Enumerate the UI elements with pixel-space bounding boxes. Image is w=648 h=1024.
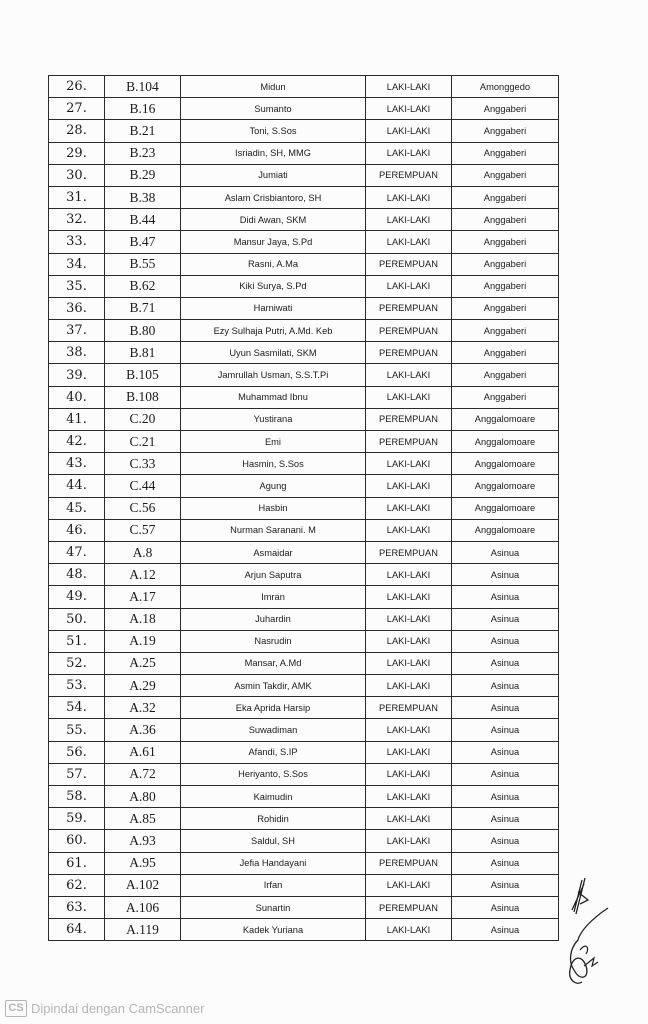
row-number: 59. [49,808,105,830]
participant-code: A.119 [105,919,181,941]
table-row [49,541,559,563]
participant-code: A.72 [105,763,181,785]
table-row [49,342,559,364]
participant-gender: PEREMPUAN [366,408,452,430]
participant-village: Anggalomoare [452,519,559,541]
participant-gender: PEREMPUAN [366,431,452,453]
participant-gender: PEREMPUAN [366,896,452,918]
participant-village: Asinua [452,652,559,674]
participant-gender: LAKI-LAKI [366,497,452,519]
participant-code: C.44 [105,475,181,497]
table-row [49,608,559,630]
participant-name: Arjun Saputra [181,564,366,586]
participant-village: Anggalomoare [452,475,559,497]
row-number: 58. [49,786,105,808]
participant-code: B.55 [105,253,181,275]
table-row [49,431,559,453]
participant-village: Asinua [452,786,559,808]
table-row [49,364,559,386]
camscanner-watermark [5,999,204,1017]
participant-village: Asinua [452,675,559,697]
participant-name: Irfan [181,874,366,896]
participant-gender: LAKI-LAKI [366,874,452,896]
participant-code: C.33 [105,453,181,475]
participant-gender: LAKI-LAKI [366,275,452,297]
participant-village: Asinua [452,541,559,563]
participant-gender: LAKI-LAKI [366,586,452,608]
table-row [49,98,559,120]
row-number: 30. [49,164,105,186]
table-row [49,719,559,741]
table-row [49,475,559,497]
participant-village: Asinua [452,697,559,719]
table-row [49,253,559,275]
participant-gender: LAKI-LAKI [366,475,452,497]
row-number: 61. [49,852,105,874]
participant-gender: LAKI-LAKI [366,719,452,741]
row-number: 42. [49,431,105,453]
participant-code: C.21 [105,431,181,453]
table-row [49,652,559,674]
table-row [49,186,559,208]
row-number: 56. [49,741,105,763]
participant-name: Aslam Crisbiantoro, SH [181,186,366,208]
row-number: 49. [49,586,105,608]
participant-gender: LAKI-LAKI [366,186,452,208]
table-row [49,453,559,475]
participant-gender: LAKI-LAKI [366,786,452,808]
participant-gender: PEREMPUAN [366,342,452,364]
participant-code: B.44 [105,209,181,231]
table-row [49,408,559,430]
participant-gender: PEREMPUAN [366,541,452,563]
participant-name: Rohidin [181,808,366,830]
participant-village: Anggaberi [452,98,559,120]
row-number: 40. [49,386,105,408]
participant-code: C.56 [105,497,181,519]
participant-name: Juhardin [181,608,366,630]
participant-village: Anggaberi [452,320,559,342]
participant-code: A.12 [105,564,181,586]
participant-village: Anggaberi [452,364,559,386]
participant-village: Asinua [452,874,559,896]
participant-name: Mansar, A.Md [181,652,366,674]
participant-code: C.20 [105,408,181,430]
participant-village: Anggaberi [452,275,559,297]
participant-gender: LAKI-LAKI [366,564,452,586]
participant-code: B.47 [105,231,181,253]
participant-gender: LAKI-LAKI [366,830,452,852]
participant-code: B.16 [105,98,181,120]
participant-table [48,75,559,941]
participant-code: A.102 [105,874,181,896]
participant-name: Didi Awan, SKM [181,209,366,231]
participant-village: Asinua [452,586,559,608]
participant-code: B.108 [105,386,181,408]
table-row [49,786,559,808]
participant-gender: LAKI-LAKI [366,209,452,231]
participant-code: A.32 [105,697,181,719]
row-number: 63. [49,896,105,918]
participant-code: A.106 [105,896,181,918]
participant-village: Asinua [452,919,559,941]
participant-name: Nasrudin [181,630,366,652]
row-number: 27. [49,98,105,120]
row-number: 45. [49,497,105,519]
row-number: 33. [49,231,105,253]
participant-name: Toni, S.Sos [181,120,366,142]
participant-name: Hasmin, S.Sos [181,453,366,475]
table-row [49,120,559,142]
participant-code: A.80 [105,786,181,808]
table-row [49,497,559,519]
row-number: 41. [49,408,105,430]
participant-gender: LAKI-LAKI [366,652,452,674]
table-row [49,874,559,896]
participant-gender: PEREMPUAN [366,320,452,342]
participant-code: B.80 [105,320,181,342]
participant-code: A.8 [105,541,181,563]
participant-village: Anggaberi [452,231,559,253]
participant-gender: LAKI-LAKI [366,453,452,475]
participant-name: Suwadiman [181,719,366,741]
participant-name: Hasbin [181,497,366,519]
participant-name: Kadek Yuriana [181,919,366,941]
participant-village: Asinua [452,808,559,830]
participant-code: A.95 [105,852,181,874]
participant-name: Isriadin, SH, MMG [181,142,366,164]
participant-village: Anggaberi [452,186,559,208]
row-number: 26. [49,76,105,98]
participant-gender: LAKI-LAKI [366,919,452,941]
row-number: 39. [49,364,105,386]
participant-village: Asinua [452,630,559,652]
participant-code: A.29 [105,675,181,697]
row-number: 50. [49,608,105,630]
participant-name: Imran [181,586,366,608]
table-row [49,275,559,297]
participant-village: Asinua [452,852,559,874]
table-row [49,763,559,785]
participant-gender: LAKI-LAKI [366,675,452,697]
participant-gender: LAKI-LAKI [366,741,452,763]
participant-gender: LAKI-LAKI [366,231,452,253]
participant-name: Agung [181,475,366,497]
participant-village: Asinua [452,741,559,763]
participant-code: B.29 [105,164,181,186]
participant-name: Eka Aprida Harsip [181,697,366,719]
participant-code: B.105 [105,364,181,386]
participant-village: Anggaberi [452,120,559,142]
row-number: 47. [49,541,105,563]
participant-village: Anggalomoare [452,431,559,453]
participant-village: Anggalomoare [452,453,559,475]
row-number: 35. [49,275,105,297]
participant-village: Asinua [452,896,559,918]
row-number: 32. [49,209,105,231]
table-row [49,142,559,164]
signature-icon [560,870,620,990]
participant-code: B.62 [105,275,181,297]
participant-code: A.85 [105,808,181,830]
participant-name: Yustirana [181,408,366,430]
participant-village: Amonggedo [452,76,559,98]
row-number: 48. [49,564,105,586]
table-row [49,896,559,918]
participant-code: B.38 [105,186,181,208]
table-body [49,76,559,941]
participant-code: A.19 [105,630,181,652]
participant-code: A.61 [105,741,181,763]
row-number: 46. [49,519,105,541]
row-number: 53. [49,675,105,697]
participant-name: Emi [181,431,366,453]
participant-village: Asinua [452,608,559,630]
participant-code: B.21 [105,120,181,142]
row-number: 37. [49,320,105,342]
table-row [49,808,559,830]
participant-gender: LAKI-LAKI [366,608,452,630]
participant-name: Jamrullah Usman, S.S.T.Pi [181,364,366,386]
table-row [49,209,559,231]
participant-gender: LAKI-LAKI [366,142,452,164]
table-row [49,386,559,408]
participant-code: B.104 [105,76,181,98]
participant-name: Nurman Saranani. M [181,519,366,541]
participant-code: A.36 [105,719,181,741]
table-row [49,675,559,697]
camscanner-logo-icon: CS [5,1000,27,1017]
participant-code: B.71 [105,297,181,319]
table-row [49,76,559,98]
participant-name: Uyun Sasmilati, SKM [181,342,366,364]
participant-gender: LAKI-LAKI [366,76,452,98]
participant-code: A.93 [105,830,181,852]
row-number: 54. [49,697,105,719]
participant-gender: PEREMPUAN [366,253,452,275]
participant-gender: LAKI-LAKI [366,808,452,830]
table-row [49,320,559,342]
participant-name: Kaimudin [181,786,366,808]
row-number: 64. [49,919,105,941]
participant-village: Asinua [452,830,559,852]
participant-name: Asmaidar [181,541,366,563]
participant-name: Rasni, A.Ma [181,253,366,275]
participant-name: Jefia Handayani [181,852,366,874]
participant-village: Anggalomoare [452,497,559,519]
participant-gender: PEREMPUAN [366,697,452,719]
participant-name: Afandi, S.IP [181,741,366,763]
row-number: 29. [49,142,105,164]
participant-code: B.23 [105,142,181,164]
participant-gender: PEREMPUAN [366,297,452,319]
participant-name: Jumiati [181,164,366,186]
participant-village: Asinua [452,763,559,785]
participant-gender: LAKI-LAKI [366,386,452,408]
participant-code: A.25 [105,652,181,674]
participant-village: Anggaberi [452,142,559,164]
participant-gender: PEREMPUAN [366,852,452,874]
table-row [49,164,559,186]
table-row [49,919,559,941]
participant-code: A.18 [105,608,181,630]
row-number: 60. [49,830,105,852]
participant-gender: LAKI-LAKI [366,763,452,785]
row-number: 62. [49,874,105,896]
participant-code: A.17 [105,586,181,608]
table-row [49,741,559,763]
participant-gender: LAKI-LAKI [366,519,452,541]
watermark-text: Dipindai dengan CamScanner [31,1000,205,1016]
participant-village: Asinua [452,719,559,741]
participant-gender: LAKI-LAKI [366,120,452,142]
participant-gender: LAKI-LAKI [366,630,452,652]
table-row [49,697,559,719]
participant-name: Sumanto [181,98,366,120]
participant-name: Asmin Takdir, AMK [181,675,366,697]
participant-gender: LAKI-LAKI [366,364,452,386]
participant-name: Midun [181,76,366,98]
participant-name: Kiki Surya, S.Pd [181,275,366,297]
participant-village: Anggalomoare [452,408,559,430]
participant-village: Anggaberi [452,209,559,231]
table-row [49,586,559,608]
row-number: 31. [49,186,105,208]
participant-name: Muhammad Ibnu [181,386,366,408]
row-number: 51. [49,630,105,652]
table-row [49,852,559,874]
participant-name: Heriyanto, S.Sos [181,763,366,785]
participant-gender: PEREMPUAN [366,164,452,186]
participant-name: Sunartin [181,896,366,918]
row-number: 28. [49,120,105,142]
row-number: 55. [49,719,105,741]
table-row [49,297,559,319]
participant-village: Anggaberi [452,386,559,408]
table-row [49,231,559,253]
row-number: 36. [49,297,105,319]
participant-code: B.81 [105,342,181,364]
table-row [49,630,559,652]
table-row [49,830,559,852]
table-row [49,519,559,541]
row-number: 34. [49,253,105,275]
participant-name: Mansur Jaya, S.Pd [181,231,366,253]
participant-village: Anggaberi [452,164,559,186]
participant-name: Saldul, SH [181,830,366,852]
participant-code: C.57 [105,519,181,541]
participant-village: Asinua [452,564,559,586]
participant-gender: LAKI-LAKI [366,98,452,120]
participant-name: Ezy Sulhaja Putri, A.Md. Keb [181,320,366,342]
participant-village: Anggaberi [452,253,559,275]
row-number: 43. [49,453,105,475]
participant-village: Anggaberi [452,297,559,319]
table-row [49,564,559,586]
row-number: 44. [49,475,105,497]
row-number: 38. [49,342,105,364]
participant-village: Anggaberi [452,342,559,364]
participant-name: Harniwati [181,297,366,319]
row-number: 57. [49,763,105,785]
row-number: 52. [49,652,105,674]
